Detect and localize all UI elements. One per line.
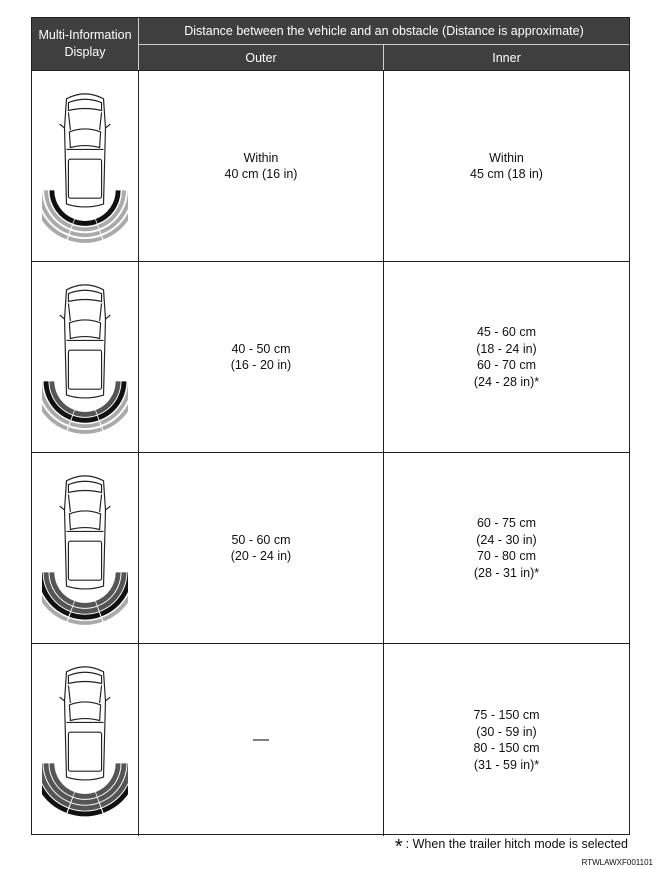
footnote (395, 836, 628, 859)
distance-table (31, 17, 630, 835)
inner-distance-line: 45 - 60 cm (476, 325, 537, 339)
inner-distance-line: (24 - 30 in) (476, 532, 537, 547)
outer-distance-cell (139, 262, 384, 452)
inner-distance-line: 75 - 150 cm (473, 708, 540, 722)
outer-distance-line: (16 - 20 in) (230, 358, 292, 372)
header-distance-title: Distance between the vehicle and an obstacle (Distance is approximate) (139, 18, 629, 45)
inner-distance-line: Within (489, 150, 524, 165)
outer-distance-cell (139, 644, 384, 836)
outer-distance-line: 40 cm (16 in) (224, 167, 298, 181)
outer-distance-cell (139, 453, 384, 643)
inner-distance-line: 45 cm (18 in) (470, 167, 543, 181)
inner-distance-line: (30 - 59 in) (476, 724, 537, 739)
asterisk: * (394, 836, 403, 858)
header-outer: Outer (139, 45, 384, 70)
inner-distance-line: (31 - 59 in)* (473, 757, 540, 772)
table-row (32, 70, 629, 261)
inner-distance-line: 60 - 75 cm (476, 516, 537, 530)
inner-distance-line: 80 - 150 cm (473, 741, 540, 755)
inner-distance-cell (384, 71, 629, 261)
outer-distance-line: (20 - 24 in) (230, 549, 292, 563)
figure-code: RTWLAWXF001101 (581, 858, 653, 867)
inner-distance-line: 60 - 70 cm (476, 358, 537, 372)
inner-distance-line: (18 - 24 in) (476, 341, 537, 356)
inner-distance-cell (384, 644, 629, 836)
footnote-text: : When the trailer hitch mode is selected (405, 837, 628, 851)
inner-distance-line: (24 - 28 in)* (473, 374, 540, 389)
header-display: Multi-Information Display (32, 18, 139, 70)
inner-distance-cell (384, 453, 629, 643)
inner-distance-line: 70 - 80 cm (476, 549, 537, 563)
inner-distance-cell (384, 262, 629, 452)
display-cell (32, 644, 139, 836)
outer-distance-line: Within (243, 150, 279, 165)
table-row (32, 261, 629, 452)
outer-distance-line: 40 - 50 cm (231, 341, 291, 356)
display-cell (32, 71, 139, 261)
outer-distance-cell (139, 71, 384, 261)
outer-distance-line: — (253, 730, 269, 748)
outer-distance-line: 50 - 60 cm (231, 532, 291, 547)
table-row (32, 643, 629, 836)
table-row (32, 452, 629, 643)
inner-distance-line: (28 - 31 in)* (473, 565, 540, 580)
display-cell (32, 262, 139, 452)
header-inner: Inner (384, 45, 629, 70)
display-cell (32, 453, 139, 643)
